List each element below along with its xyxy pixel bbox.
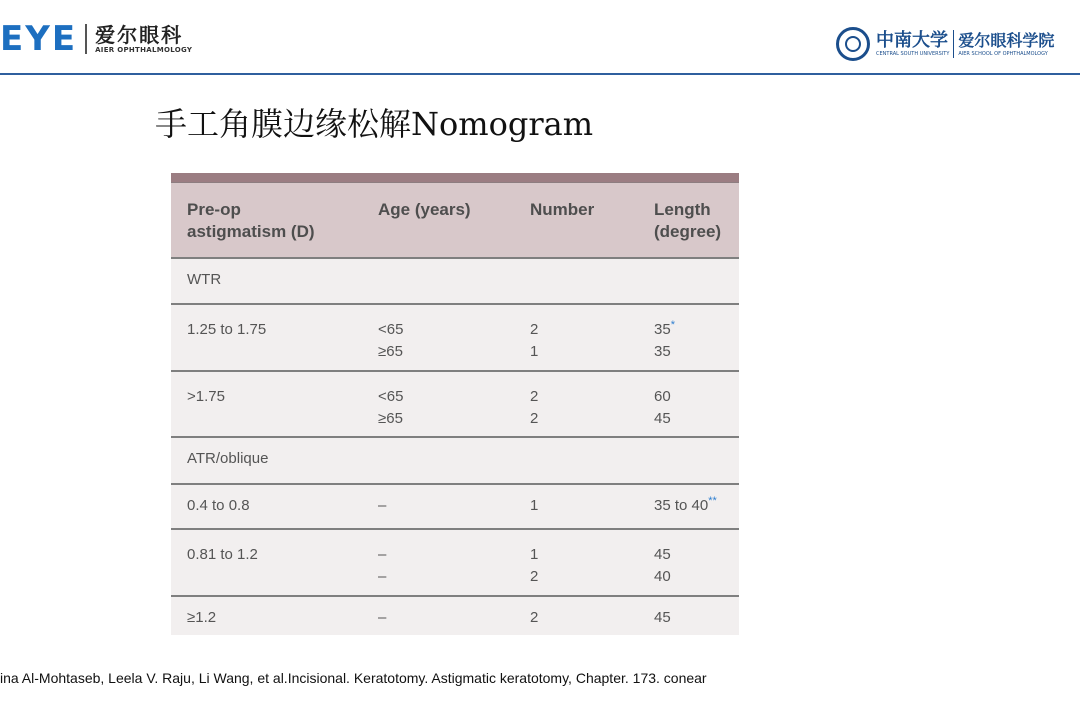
csu-seal-icon: [836, 27, 870, 61]
school-english-name: AIER SCHOOL OF OPHTHALMOLOGY: [958, 51, 1048, 57]
cell-number-1: 1: [530, 546, 539, 563]
cell-age-1: –: [378, 546, 387, 563]
cell-number-2: 2: [530, 568, 539, 585]
cell-age: [378, 544, 386, 588]
group-row-atr: [171, 436, 739, 483]
group-label-atr: ATR/oblique: [187, 450, 269, 467]
csu-chinese-name: 中南大学: [876, 30, 948, 51]
aier-chinese-name: 爱尔眼科: [95, 23, 184, 47]
table-top-bar: [171, 173, 739, 182]
cell-length-2: 40: [654, 568, 671, 585]
header-rule: [0, 73, 1080, 75]
cell-number: [530, 544, 538, 588]
header-length: [654, 199, 721, 243]
csu-english-name: CENTRAL SOUTH UNIVERSITY: [876, 51, 950, 57]
slide-header: [0, 0, 1080, 76]
header-number: Number: [530, 200, 595, 219]
header-length-line2: (degree): [654, 222, 722, 241]
cell-number: [530, 386, 538, 430]
aier-wordmark: [95, 24, 192, 54]
cell-astigmatism: 0.4 to 0.8: [187, 497, 250, 514]
cell-number-1: 2: [530, 321, 539, 338]
group-row-wtr: [171, 257, 739, 303]
cell-length-1: [654, 319, 675, 341]
table-row: [171, 370, 739, 436]
cell-length-1-value: 35: [654, 321, 671, 338]
cell-age-1: <65: [378, 321, 404, 338]
aier-english-name: AIER OPHTHALMOLOGY: [95, 46, 193, 54]
nomogram-table: [171, 173, 739, 635]
cell-length-2: 45: [654, 410, 671, 427]
footnote-marker: *: [670, 319, 675, 331]
table-row: [171, 595, 739, 635]
cell-astigmatism: 0.81 to 1.2: [187, 546, 258, 563]
table-row: [171, 303, 739, 370]
table-header-row: [171, 182, 739, 257]
cell-age-2: ≥65: [378, 343, 403, 360]
cell-length: [654, 319, 675, 363]
cell-length: [654, 544, 671, 588]
citation: ina Al-Mohtaseb, Leela V. Raju, Li Wang, et al.Incisional. Keratotomy. Astigmatic keratotomy, Chapter. 173. conear: [0, 670, 707, 686]
cell-age-1: <65: [378, 388, 404, 405]
cell-astigmatism: 1.25 to 1.75: [187, 321, 267, 338]
header-age: Age (years): [378, 200, 471, 219]
cell-number-2: 2: [530, 410, 539, 427]
cell-astigmatism: >1.75: [187, 388, 225, 405]
header-preop-line1: Pre-op: [187, 200, 241, 219]
cell-length-1-value: 35 to 40: [654, 497, 709, 514]
cell-number-1: 2: [530, 609, 539, 626]
header-length-line1: Length: [654, 200, 711, 219]
cell-length-2: 35: [654, 343, 671, 360]
school-wordmark: [958, 31, 1054, 57]
cell-length: [654, 495, 717, 517]
table-row: [171, 483, 739, 528]
eye-logo-text: EYE: [0, 19, 78, 59]
cell-age: [378, 386, 403, 430]
csu-logo: [836, 26, 1054, 62]
logo-divider: [85, 24, 87, 54]
csu-wordmark: [876, 31, 949, 57]
aier-eye-logo: [0, 19, 193, 59]
cell-age-2: ≥65: [378, 410, 403, 427]
cell-length-1: 60: [654, 388, 671, 405]
cell-age-1: –: [378, 497, 387, 514]
cell-number-2: 1: [530, 343, 539, 360]
csu-divider: [953, 30, 954, 58]
cell-length: [654, 386, 671, 430]
cell-number-1: 1: [530, 497, 539, 514]
header-preop-astigmatism: [187, 199, 315, 243]
cell-number-1: 2: [530, 388, 539, 405]
header-preop-line2: astigmatism (D): [187, 222, 315, 241]
school-chinese-name: 爱尔眼科学院: [958, 31, 1055, 50]
footnote-marker: **: [708, 495, 717, 507]
cell-length-1: 45: [654, 609, 671, 626]
cell-age-2: –: [378, 568, 387, 585]
table-row: [171, 528, 739, 595]
cell-astigmatism: ≥1.2: [187, 609, 217, 626]
group-label-wtr: WTR: [187, 271, 222, 288]
cell-length-1: 45: [654, 546, 671, 563]
cell-age: [378, 319, 403, 363]
cell-age-1: –: [378, 609, 387, 626]
cell-number: [530, 319, 538, 363]
slide-title: 手工角膜边缘松解Nomogram: [155, 105, 594, 143]
